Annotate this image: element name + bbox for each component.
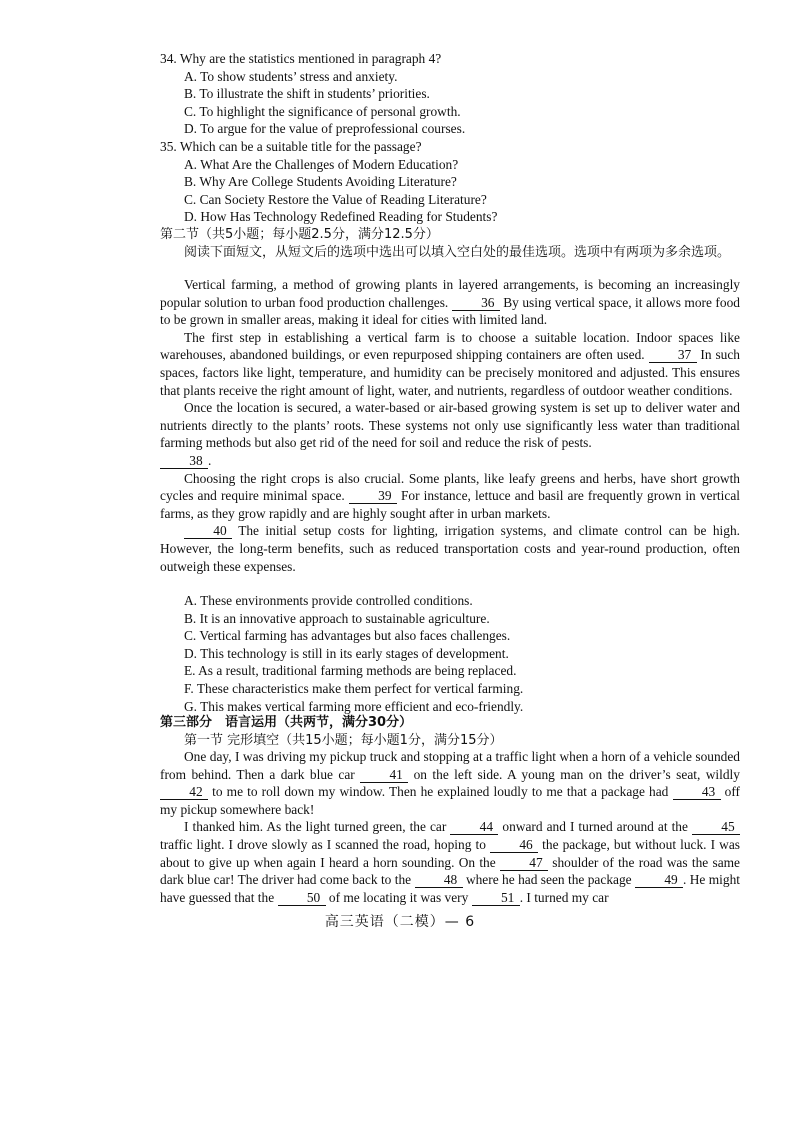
blank-44: 44 xyxy=(450,820,498,835)
blank-36: 36 xyxy=(452,296,500,311)
seven-choose-five-passage xyxy=(160,276,740,575)
cloze-passage xyxy=(160,748,740,906)
blank-43: 43 xyxy=(673,785,721,800)
blank-40: 40 xyxy=(184,524,232,539)
passage-paragraph-4: Choosing the right crops is also crucial. Some plants, like leafy greens and herbs, have short growth cycles and require minimal space. 39 For instance, lettuce and basil are frequently grown in vertical farms, as they grow rapidly and are highly sought after in urban markets. xyxy=(160,470,740,521)
passage-paragraph-5: 40 The initial setup costs for lighting, irrigation systems, and climate control can be high. However, the long-term benefits, such as reduced transportation costs and year-round production, often outweigh these expenses. xyxy=(160,523,740,574)
choice-f: F. These characteristics make them perfect for vertical farming. xyxy=(184,680,524,696)
choice-g: G. This makes vertical farming more efficient and eco-friendly. xyxy=(184,698,524,714)
section-2-instruction: 阅读下面短文，从短文后的选项中选出可以填入空白处的最佳选项。选项中有两项为多余选项。 xyxy=(184,244,731,260)
blank-42: 42 xyxy=(160,785,208,800)
q35-option-d: D. How Has Technology Redefined Reading for Students? xyxy=(184,209,498,225)
question-35-stem: 35. Which can be a suitable title for the passage? xyxy=(160,139,422,154)
q35-option-a: A. What Are the Challenges of Modern Education? xyxy=(184,156,459,172)
choice-b: B. It is an innovative approach to sustainable agriculture. xyxy=(184,610,490,626)
cloze-paragraph-1: One day, I was driving my pickup truck and stopping at a traffic light when a horn of a vehicle sounded from behind. Then a dark blue car 41 on the left side. A young man on the driver’s seat, wildly 42 to me to roll down my window. Then he explained loudly to me that a package had 43 off my pickup somewhere back! xyxy=(160,749,741,817)
blank-51: 51 xyxy=(472,891,520,906)
blank-37: 37 xyxy=(649,348,697,363)
q34-option-d: D. To argue for the value of preprofessional courses. xyxy=(184,121,466,137)
q35-option-c: C. Can Society Restore the Value of Reading Literature? xyxy=(184,191,487,207)
answer-choices xyxy=(160,592,740,715)
passage-paragraph-1: Vertical farming, a method of growing plants in layered arrangements, is becoming an increasingly popular solution to urban food production challenges. 36 By using vertical space, it allows more food to be grown in smaller areas, making it ideal for cities with limited land. xyxy=(160,277,740,328)
question-34 xyxy=(160,50,740,138)
blank-41: 41 xyxy=(360,768,408,783)
section-2 xyxy=(160,226,740,262)
question-35 xyxy=(160,138,740,226)
choice-a: A. These environments provide controlled conditions. xyxy=(184,593,473,608)
page-footer: 高三英语（二模）— 6 xyxy=(324,914,476,930)
blank-46: 46 xyxy=(490,838,538,853)
part-3 xyxy=(160,714,740,749)
q34-option-c: C. To highlight the significance of personal growth. xyxy=(184,103,461,119)
part-3-header: 第三部分 语言运用（共两节，满分30分） xyxy=(160,715,413,730)
section-2-header: 第二节（共5小题；每小题2.5分，满分12.5分） xyxy=(160,227,439,242)
blank-38: 38 xyxy=(160,454,208,469)
q34-option-b: B. To illustrate the shift in students’ priorities. xyxy=(184,86,430,102)
q35-option-b: B. Why Are College Students Avoiding Literature? xyxy=(184,174,457,190)
blank-45: 45 xyxy=(692,820,740,835)
part-3-subheader: 第一节 完形填空（共15小题；每小题1分，满分15分） xyxy=(184,732,503,748)
cloze-paragraph-2: I thanked him. As the light turned green, the car 44 onward and I turned around at the 45 traffic light. I drove slowly as I scanned the road, hoping to 46 the package, but without luck. I was about to give up when again I heard a horn sounding. On the 47 shoulder of the road was the same dark blue car! The driver had come back to the 48 where he had seen the package 49 . He might have guessed that the 50 of me locating it was very 51 . I turned my car xyxy=(160,819,741,905)
blank-47: 47 xyxy=(500,856,548,871)
blank-39: 39 xyxy=(349,489,397,504)
choice-e: E. As a result, traditional farming methods are being replaced. xyxy=(184,663,517,679)
blank-48: 48 xyxy=(415,873,463,888)
blank-50: 50 xyxy=(278,891,326,906)
choice-c: C. Vertical farming has advantages but also faces challenges. xyxy=(184,628,511,644)
passage-paragraph-3: Once the location is secured, a water-based or air-based growing system is set up to deliver water and nutrients directly to the plants’ roots. These systems not only use significantly less water than traditional farming methods but also get rid of the need for soil and reduce the risk of pests. 38 . xyxy=(160,400,740,468)
q34-option-a: A. To show students’ stress and anxiety. xyxy=(184,68,398,84)
blank-49: 49 xyxy=(635,873,683,888)
question-34-stem: 34. Why are the statistics mentioned in paragraph 4? xyxy=(160,51,442,66)
passage-paragraph-2: The first step in establishing a vertical farm is to choose a suitable location. Indoor spaces like warehouses, abandoned buildings, or even repurposed shipping containers are often used. 37 In such spaces, factors like light, temperature, and humidity can be precisely monitored and adjusted. This ensures that plants receive the right amount of light, water, and nutrients, regardless of outdoor weather conditions. xyxy=(160,329,740,398)
choice-d: D. This technology is still in its early stages of development. xyxy=(184,645,509,661)
